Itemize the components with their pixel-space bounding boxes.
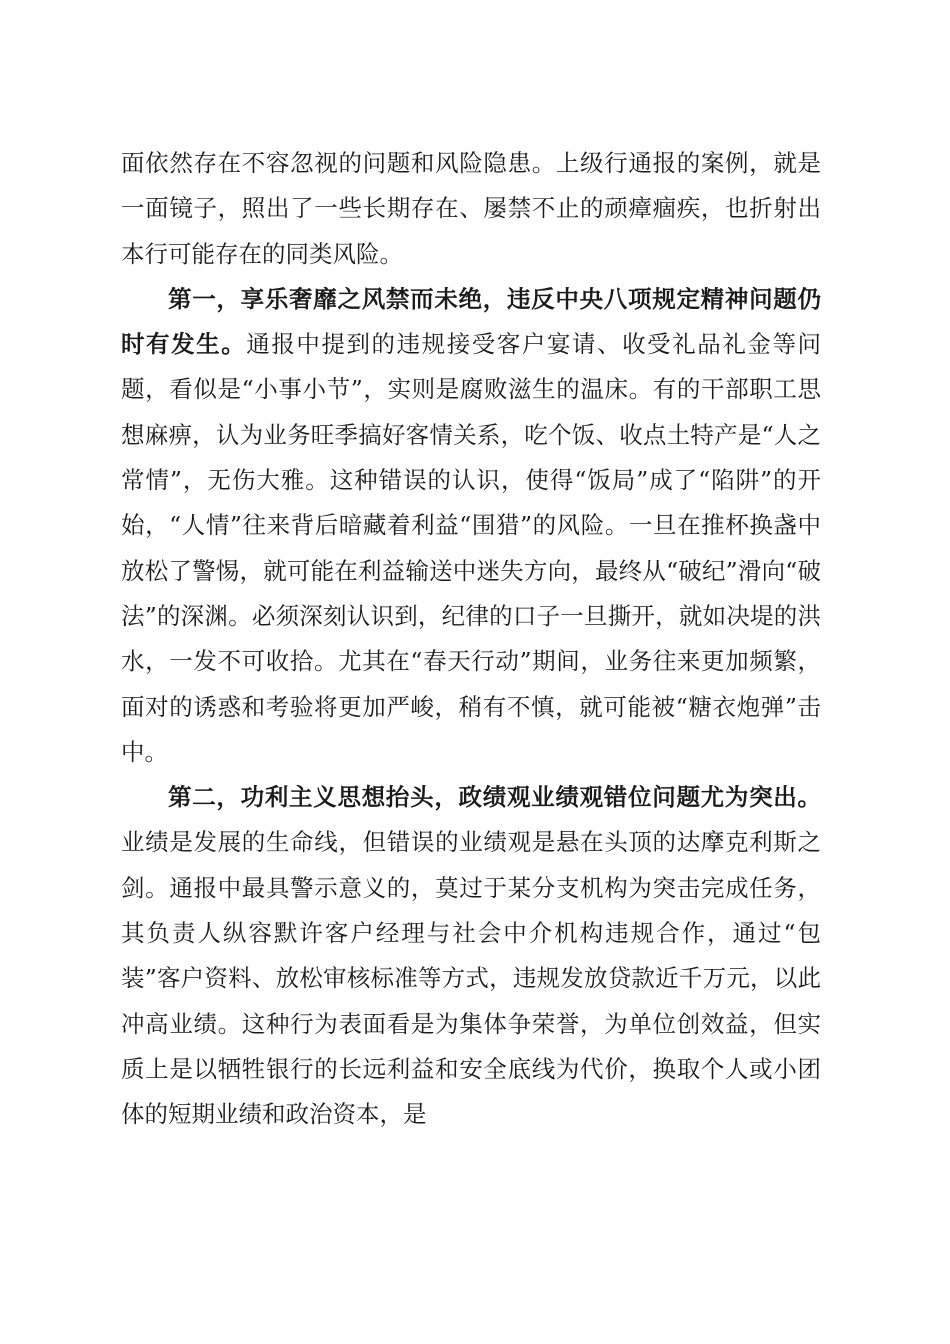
- paragraph-text: 业绩是发展的生命线，但错误的业绩观是悬在头顶的达摩克利斯之剑。通报中最具警示意义的，莫过于某分支机构为突击完成任务，其负责人纵容默许客户经理与社会中介机构违规合作，通过“包装”客户资料、放松审核标准等方式，违规发放贷款近千万元，以此冲高业绩。这种行为表面看是为集体争荣誉，为单位创效益，但实质上是以牺牲银行的长远利益和安全底线为代价，换取个人或小团体的短期业绩和政治资本，是: [121, 828, 821, 1129]
- paragraph-point-one: [121, 277, 821, 775]
- paragraph-text: 面依然存在不容忽视的问题和风险隐患。上级行通报的案例，就是一面镜子，照出了一些长期存在、屡禁不止的顽瘴痼疾，也折射出本行可能存在的同类风险。: [121, 149, 821, 268]
- document-body: [121, 141, 821, 1138]
- paragraph-heading: 第二，功利主义思想抬头，政绩观业绩观错位问题尤为突出。: [168, 783, 821, 812]
- paragraph-text: 通报中提到的违规接受客户宴请、收受礼品礼金等问题，看似是“小事小节”，实则是腐败滋生的温床。有的干部职工思想麻痹，认为业务旺季搞好客情关系，吃个饭、收点土特产是“人之常情”，无伤大雅。这种错误的认识，使得“饭局”成了“陷阱”的开始，“人情”往来背后暗藏着利益“围猎”的风险。一旦在推杯换盏中放松了警惕，就可能在利益输送中迷失方向，最终从“破纪”滑向“破法”的深渊。必须深刻认识到，纪律的口子一旦撕开，就如决堤的洪水，一发不可收拾。尤其在“春天行动”期间，业务往来更加频繁，面对的诱惑和考验将更加严峻，稍有不慎，就可能被“糖衣炮弹”击中。: [121, 330, 822, 766]
- paragraph-heading: 第一，享乐奢靡之风禁而未绝，违反中央八项规定精神问题仍时有发生。: [121, 284, 821, 359]
- paragraph-continuation: [121, 141, 821, 277]
- paragraph-point-two: [121, 775, 821, 1137]
